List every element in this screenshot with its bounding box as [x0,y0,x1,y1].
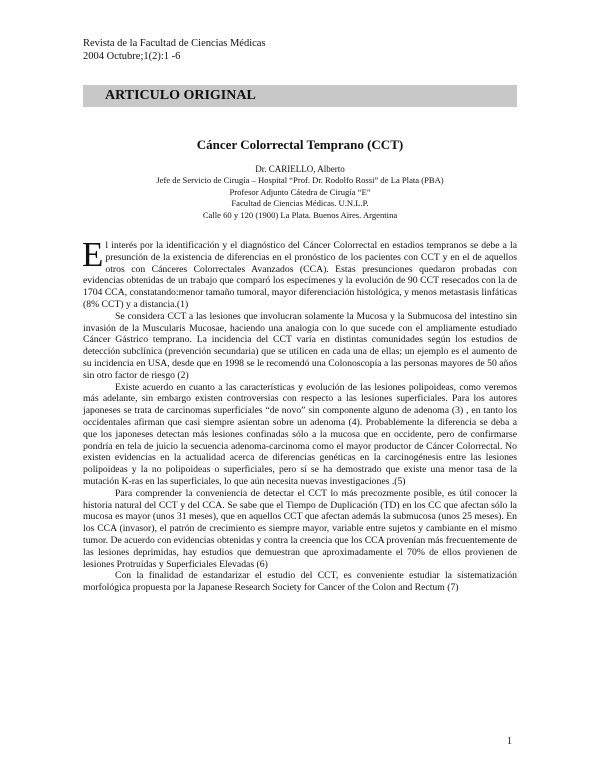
journal-name: Revista de la Facultad de Ciencias Médicas [83,38,266,49]
section-banner [83,85,517,107]
body-paragraph: Se considera CCT a las lesiones que involucran solamente la Mucosa y la Submucosa del intestino sin invasión de la Muscularis Mucosae, haciendo una analogía con lo que sucede con el ampliamente estudiado Cáncer Gástrico temprano. La incidencia del CCT varía en distintas comunidades según los estudios de detección subclínica (prevención secundaria) que se utilicen en cada una de ellas; un ejemplo es el aumento de su incidencia en USA, desde que en 1998 se le recomendó una Colonoscopía a las personas mayores de 50 años sin otro factor de riesgo (2) [83,310,517,381]
body-paragraph [82,235,517,311]
author-address-line: Calle 60 y 120 (1900) La Plata. Buenos Aires. Argentina [202,209,398,220]
section-label: ARTICULO ORIGINAL [105,88,256,103]
body-paragraph: Con la finalidad de estandarizar el estudio del CCT, es conveniente estudiar la sistematización morfológica propuesta por la Japanese Research Society for Cancer of the Colon and Rectum (7) [83,570,517,594]
drop-cap: E [82,235,104,274]
author-block [0,164,600,221]
paragraph-text: l interés por la identificación y el diagnóstico del Cáncer Colorrectal en estadios tempranos se debe a la presunción de la existencia de diferencias en el pronóstico de los pacientes con CCT y en el de aquellos otros con Cánceres Colorrectales Avanzados (CCA). Estas presunciones quedaron probadas con evidencias obtenidas de un trabajo que comparó los especímenes y la evolución de 90 CCT resecados con la de 1704 CCA, constatando:menor tamaño tumoral, mayor diferenciación histológica, y menos metastasis linfáticas (8% CCT) y a distancia.(1) [83,240,517,310]
author-affiliation-line: Facultad de Ciencias Médicas. U.N.L.P. [231,198,369,209]
author-affiliation-line: Jefe de Servicio de Cirugía – Hospital “Prof. Dr. Rodolfo Rossi” de La Plata (PBA) [156,175,444,186]
journal-issue: 2004 Octubre;1(2):1 -6 [83,51,181,62]
body-paragraph: Existe acuerdo en cuanto a las características y evolución de las lesiones polipoideas, como veremos más adelante, sin embargo existen controversias con respecto a las lesiones superficiales. Para los autores japoneses se trata de carcinomas superficiales “de novo” sin componente alguno de adenoma (3) , en tanto los occidentales afirman que casi siempre asientan sobre un adenoma (4). Probablemente la diferencia se deba a que los japoneses detectan más lesiones confinadas sólo a la mucosa que en occidente, pero de confirmarse pondría en tela de juicio la secuencia adenoma-carcinoma como el mayor productor de Cáncer Colorrectal. No existen evidencias en la actualidad acerca de diferencias genéticas en la carcinogénesis entre las lesiones polipoideas y la no polipoideas o superficiales, pero sí se ha demostrado que existe una menor tasa de la mutación K-ras en las superficiales, lo que aún necesita nuevas investigaciones .(5) [83,381,517,487]
journal-header [83,37,266,63]
page-number: 1 [507,736,512,747]
article-body [82,235,517,594]
body-paragraph: Para comprender la conveniencia de detectar el CCT lo más precozmente posible, es útil conocer la historia natural del CCT y del CCA. Se sabe que el Tiempo de Duplicación (TD) en los CC que afectan sólo la mucosa es mayor (unos 31 meses), que en aquellos CCT que afectan además la submucosa (unos 25 meses). En los CCA (invasor), el patrón de crecimiento es siempre mayor, variable entre sujetos y cambiante en el mismo tumor. De acuerdo con evidencias obtenidas y contra la creencia que los CCA provenían más frecuentemente de las lesiones deprimidas, hay estudios que demuestran que aproximadamente el 70% de ellos provienen de lesiones Protruídas y Superficiales Elevadas (6) [83,487,517,570]
author-affiliation-line: Profesor Adjunto Cátedra de Cirugía “E” [229,186,371,197]
author-name: Dr. CARIELLO, Alberto [255,164,345,174]
article-title: Cáncer Colorrectal Temprano (CCT) [196,137,404,152]
